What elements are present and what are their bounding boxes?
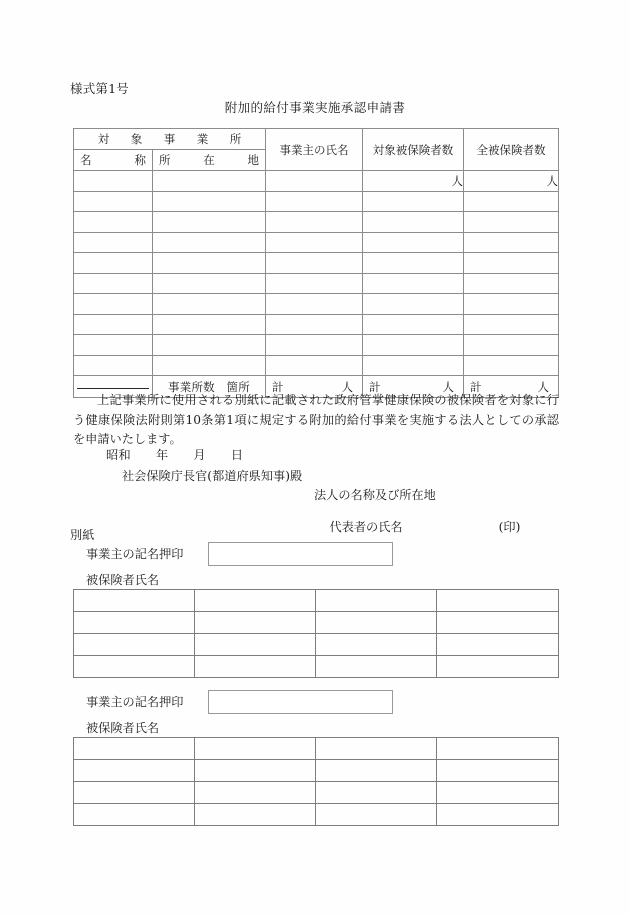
cell-insured-name[interactable] (316, 634, 437, 656)
dash-line (77, 388, 149, 389)
cell-total-insured-count[interactable] (464, 253, 559, 274)
cell-owner-name[interactable] (266, 335, 363, 356)
cell-office-address[interactable] (153, 314, 266, 335)
page-title: 附加的給付事業実施承認申請書 (224, 100, 406, 115)
cell-office-name[interactable] (74, 273, 153, 294)
cell-insured-name[interactable] (437, 782, 559, 804)
cell-insured-name[interactable] (74, 634, 195, 656)
summary-owner-total-label: 計 (272, 379, 284, 394)
header-office-address-mid: 在 (203, 153, 215, 167)
cell-office-name[interactable] (74, 191, 153, 212)
cell-target-insured-count[interactable]: 人 (363, 171, 464, 192)
summary-target-total-unit: 人 (442, 379, 454, 394)
cell-target-insured-count[interactable] (363, 335, 464, 356)
cell-owner-name[interactable] (266, 355, 363, 376)
cell-office-name[interactable] (74, 294, 153, 315)
header-owner-name: 事業主の氏名 (266, 129, 363, 171)
table-row[interactable] (74, 612, 559, 634)
seal-mark-icon: (印) (498, 520, 521, 535)
cell-office-name[interactable] (74, 335, 153, 356)
table-row[interactable] (74, 314, 559, 335)
cell-insured-name[interactable] (437, 590, 559, 612)
cell-office-address[interactable] (153, 191, 266, 212)
summary-all-total-label: 計 (470, 379, 482, 394)
stamp-label-2: 事業主の記名押印 (86, 695, 184, 709)
cell-total-insured-count[interactable] (464, 314, 559, 335)
header-total-insured-count: 全被保険者数 (464, 129, 559, 171)
cell-insured-name[interactable] (316, 656, 437, 678)
table-row[interactable] (74, 191, 559, 212)
cell-target-insured-count[interactable] (363, 212, 464, 233)
cell-office-address[interactable] (153, 355, 266, 376)
form-number: 様式第1号 (70, 81, 129, 96)
header-target-office-group: 対 象 事 業 所 (74, 129, 266, 150)
table-row[interactable] (74, 253, 559, 274)
application-paragraph: 上記事業所に使用される別紙に記載された政府管掌健康保険の被保険者を対象に行う健康保険法附則第10条第1項に規定する附加的給付事業を実施する法人としての承認を申請いたします。 (73, 393, 559, 446)
cell-total-insured-count[interactable] (464, 212, 559, 233)
cell-insured-name[interactable] (316, 760, 437, 782)
table-row[interactable] (74, 634, 559, 656)
cell-insured-name[interactable] (74, 782, 195, 804)
cell-total-insured-count[interactable] (464, 232, 559, 253)
cell-owner-name[interactable] (266, 171, 363, 192)
employer-stamp-field-2[interactable] (208, 690, 393, 714)
cell-office-address[interactable] (153, 294, 266, 315)
representative-row (314, 509, 520, 546)
insured-names-grid-1 (73, 589, 559, 678)
cell-office-address[interactable] (153, 335, 266, 356)
cell-office-name[interactable] (74, 171, 153, 192)
cell-insured-name[interactable] (437, 656, 559, 678)
insured-names-label-1: 被保険者氏名 (86, 573, 160, 587)
cell-total-insured-count[interactable] (464, 355, 559, 376)
header-office-name-left: 名 (80, 153, 92, 167)
cell-insured-name[interactable] (316, 782, 437, 804)
cell-total-insured-count[interactable] (464, 294, 559, 315)
cell-total-insured-count[interactable]: 人 (464, 171, 559, 192)
insured-names-label-2: 被保険者氏名 (86, 721, 160, 735)
cell-insured-name[interactable] (437, 804, 559, 826)
cell-owner-name[interactable] (266, 191, 363, 212)
cell-target-insured-count[interactable] (363, 232, 464, 253)
cell-office-name[interactable] (74, 253, 153, 274)
cell-office-name[interactable] (74, 232, 153, 253)
table-header-row-1 (74, 129, 559, 150)
cell-office-address[interactable] (153, 253, 266, 274)
cell-insured-name[interactable] (316, 590, 437, 612)
header-office-address-left: 所 (159, 153, 171, 167)
cell-insured-name[interactable] (437, 760, 559, 782)
header-office-address-right: 地 (247, 153, 259, 167)
table-row[interactable] (74, 335, 559, 356)
cell-insured-name[interactable] (195, 634, 316, 656)
cell-office-name[interactable] (74, 314, 153, 335)
cell-owner-name[interactable] (266, 294, 363, 315)
table-row[interactable] (74, 782, 559, 804)
cell-insured-name[interactable] (316, 612, 437, 634)
cell-insured-name[interactable] (437, 612, 559, 634)
cell-office-name[interactable] (74, 355, 153, 376)
header-target-insured-count: 対象被保険者数 (363, 129, 464, 171)
cell-total-insured-count[interactable] (464, 191, 559, 212)
cell-insured-name[interactable] (195, 782, 316, 804)
cell-office-address[interactable] (153, 171, 266, 192)
cell-office-name[interactable] (74, 212, 153, 233)
cell-insured-name[interactable] (74, 760, 195, 782)
table-row[interactable] (74, 656, 559, 678)
cell-insured-name[interactable] (316, 804, 437, 826)
summary-all-total-unit: 人 (537, 379, 549, 394)
attachment-label: 別紙 (70, 528, 95, 542)
cell-insured-name[interactable] (195, 590, 316, 612)
cell-target-insured-count[interactable] (363, 314, 464, 335)
cell-insured-name[interactable] (195, 738, 316, 760)
summary-target-total-label: 計 (369, 379, 381, 394)
table-row[interactable] (74, 590, 559, 612)
cell-insured-name[interactable] (195, 760, 316, 782)
cell-insured-name[interactable] (74, 590, 195, 612)
cell-owner-name[interactable] (266, 212, 363, 233)
cell-insured-name[interactable] (74, 804, 195, 826)
cell-owner-name[interactable] (266, 232, 363, 253)
cell-insured-name[interactable] (437, 634, 559, 656)
cell-insured-name[interactable] (195, 656, 316, 678)
corporation-name-label: 法人の名称及び所在地 (314, 488, 436, 502)
cell-insured-name[interactable] (74, 612, 195, 634)
cell-owner-name[interactable] (266, 314, 363, 335)
cell-target-insured-count[interactable] (363, 273, 464, 294)
table-row[interactable] (74, 212, 559, 233)
table-row[interactable] (74, 294, 559, 315)
addressee-line: 社会保険庁長官(都道府県知事)殿 (122, 469, 303, 483)
cell-owner-name[interactable] (266, 273, 363, 294)
cell-insured-name[interactable] (195, 612, 316, 634)
cell-total-insured-count[interactable] (464, 273, 559, 294)
employer-stamp-field-1[interactable] (208, 542, 393, 566)
header-office-address (153, 150, 266, 171)
date-line[interactable]: 昭和 年 月 日 (106, 448, 244, 462)
cell-insured-name[interactable] (195, 804, 316, 826)
table-row[interactable] (74, 355, 559, 376)
cell-target-insured-count[interactable] (363, 191, 464, 212)
summary-owner-total-unit: 人 (341, 379, 353, 394)
table-row[interactable] (74, 804, 559, 826)
target-offices-table (73, 128, 559, 398)
cell-office-address[interactable] (153, 212, 266, 233)
cell-target-insured-count[interactable] (363, 294, 464, 315)
table-row[interactable] (74, 760, 559, 782)
header-office-name-right: 称 (134, 153, 146, 167)
summary-office-count: 事業所数 箇所 (153, 376, 266, 398)
table-row[interactable] (74, 738, 559, 760)
cell-insured-name[interactable] (316, 738, 437, 760)
cell-total-insured-count[interactable] (464, 335, 559, 356)
representative-name-label: 代表者の氏名 (329, 520, 403, 535)
table-row[interactable] (74, 232, 559, 253)
cell-insured-name[interactable] (74, 738, 195, 760)
table-row[interactable] (74, 171, 559, 192)
cell-owner-name[interactable] (266, 253, 363, 274)
insured-names-grid-2 (73, 737, 559, 826)
header-office-name (74, 150, 153, 171)
cell-target-insured-count[interactable] (363, 253, 464, 274)
cell-insured-name[interactable] (74, 656, 195, 678)
stamp-label-1: 事業主の記名押印 (86, 547, 184, 561)
cell-target-insured-count[interactable] (363, 355, 464, 376)
cell-office-address[interactable] (153, 273, 266, 294)
table-row[interactable] (74, 273, 559, 294)
cell-office-address[interactable] (153, 232, 266, 253)
cell-insured-name[interactable] (437, 738, 559, 760)
